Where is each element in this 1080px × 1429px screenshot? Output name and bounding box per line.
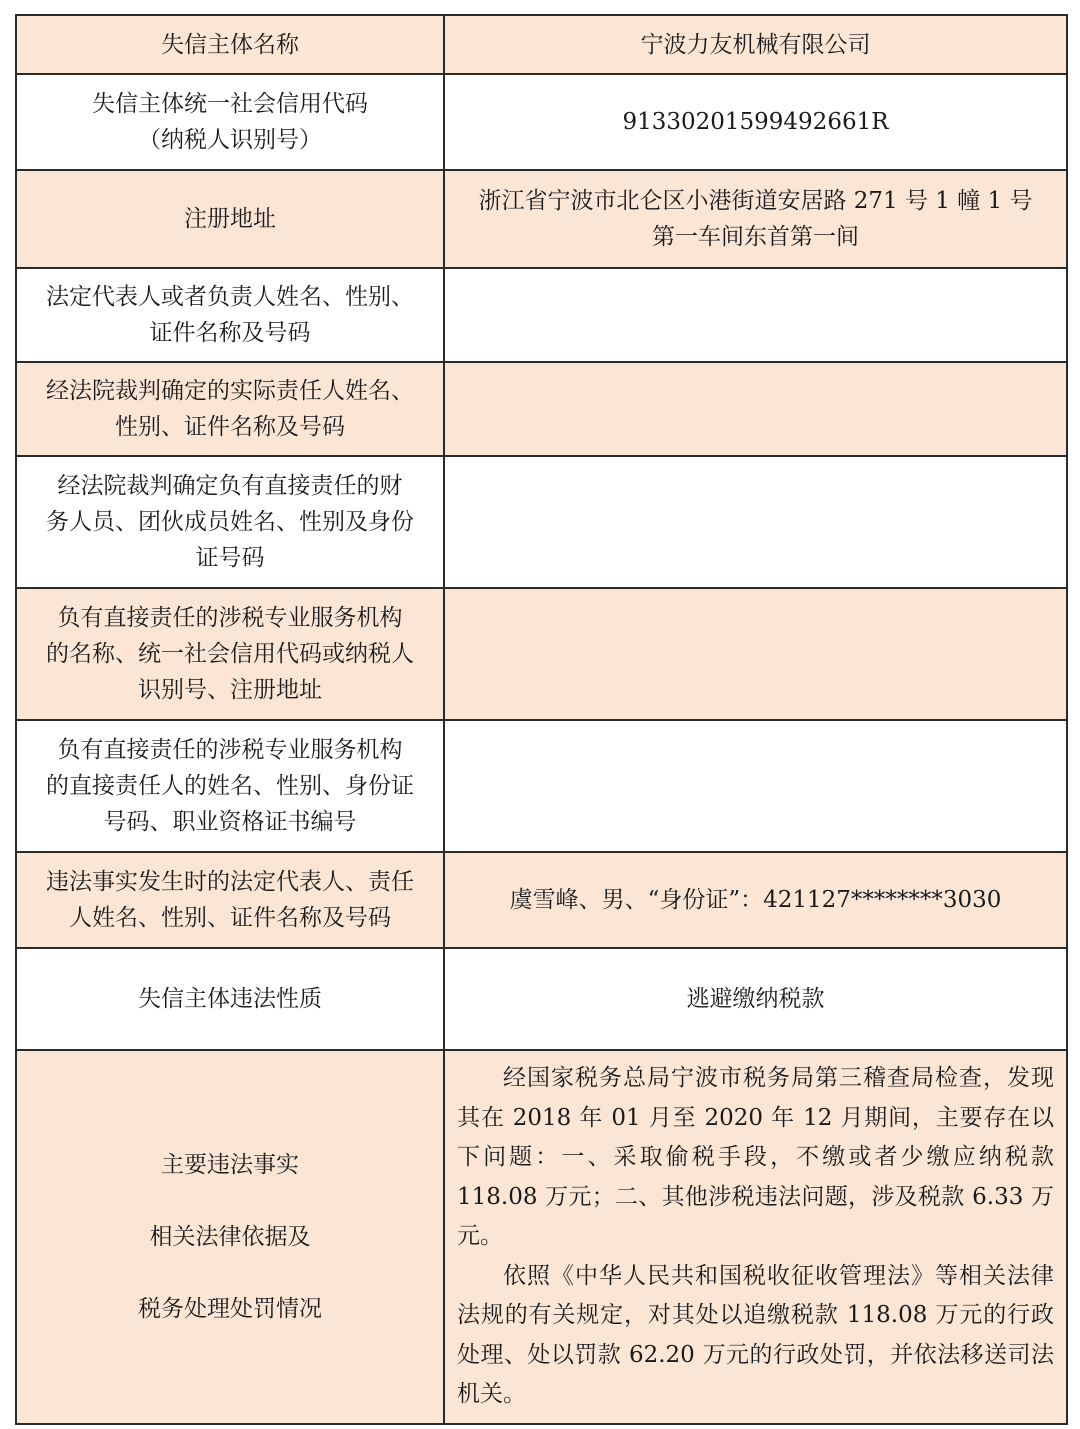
label-line: 识别号、注册地址 bbox=[138, 677, 322, 703]
label-finance-staff bbox=[16, 456, 444, 588]
label-line: （纳税人识别号） bbox=[138, 127, 322, 153]
value-line: 宁波力友机械有限公司 bbox=[640, 31, 871, 58]
label-line: 负有直接责任的涉税专业服务机构 bbox=[57, 737, 403, 763]
facts-paragraph: 经国家税务总局宁波市税务局第三稽查局检查，发现其在 2018 年 01 月至 2020 年 12 月期间，主要存在以下问题：一、采取偷税手段，不缴或者少缴应纳税款 118.08 万元；二、其他涉税违法问题，涉及税款 6.33 万元。 bbox=[457, 1065, 1054, 1249]
value-violation-nature bbox=[444, 948, 1067, 1050]
label-line: 务人员、团伙成员姓名、性别及身份 bbox=[46, 509, 414, 535]
value-finance-staff bbox=[444, 456, 1067, 588]
value-actual-responsible-person bbox=[444, 362, 1067, 456]
value-representative-at-violation bbox=[444, 852, 1067, 948]
value-entity-name bbox=[444, 15, 1067, 74]
row-violation-facts bbox=[16, 1050, 1067, 1424]
label-line: 人姓名、性别、证件名称及号码 bbox=[69, 905, 391, 931]
value-tax-agency-person bbox=[444, 720, 1067, 852]
value-registered-address bbox=[444, 170, 1067, 268]
value-line: 虞雪峰、男、“身份证”：421127********3030 bbox=[509, 887, 1002, 913]
row-actual-responsible-person bbox=[16, 362, 1067, 456]
label-credit-code bbox=[16, 74, 444, 170]
facts-paragraph: 依照《中华人民共和国税收征收管理法》等相关法律法规的有关规定，对其处以追缴税款 118.08 万元的行政处理、处以罚款 62.20 万元的行政处罚，并依法移送司法机关。 bbox=[457, 1262, 1054, 1407]
row-legal-representative bbox=[16, 268, 1067, 362]
value-credit-code bbox=[444, 74, 1067, 170]
row-credit-code bbox=[16, 74, 1067, 170]
value-line: 91330201599492661R bbox=[622, 109, 889, 135]
label-line: 的直接责任人的姓名、性别、身份证 bbox=[46, 773, 414, 799]
label-line: 法定代表人或者负责人姓名、性别、 bbox=[46, 284, 414, 310]
label-line: 负有直接责任的涉税专业服务机构 bbox=[57, 605, 403, 631]
label-line: 注册地址 bbox=[184, 206, 276, 232]
label-line: 违法事实发生时的法定代表人、责任 bbox=[46, 869, 414, 895]
value-line: 逃避缴纳税款 bbox=[686, 986, 825, 1012]
label-representative-at-violation bbox=[16, 852, 444, 948]
row-entity-name bbox=[16, 15, 1067, 74]
row-tax-agency bbox=[16, 588, 1067, 720]
row-finance-staff bbox=[16, 456, 1067, 588]
label-line: 证号码 bbox=[195, 545, 265, 571]
label-violation-nature bbox=[16, 948, 444, 1050]
row-registered-address bbox=[16, 170, 1067, 268]
label-line: 失信主体统一社会信用代码 bbox=[92, 91, 368, 117]
row-tax-agency-person bbox=[16, 720, 1067, 852]
label-line: 经法院裁判确定的实际责任人姓名、 bbox=[46, 378, 414, 404]
label-registered-address bbox=[16, 170, 444, 268]
label-line: 经法院裁判确定负有直接责任的财 bbox=[57, 473, 403, 499]
label-line: 失信主体违法性质 bbox=[138, 986, 322, 1012]
value-line: 浙江省宁波市北仑区小港街道安居路 271 号 1 幢 1 号 bbox=[478, 188, 1033, 214]
label-line: 相关法律依据及 bbox=[149, 1223, 311, 1250]
label-line: 主要违法事实 bbox=[161, 1151, 299, 1178]
label-line: 证件名称及号码 bbox=[149, 320, 311, 346]
label-actual-responsible-person bbox=[16, 362, 444, 456]
value-line: 第一车间东首第一间 bbox=[652, 224, 859, 250]
label-line: 号码、职业资格证书编号 bbox=[103, 809, 357, 835]
label-entity-name bbox=[16, 15, 444, 74]
label-violation-facts bbox=[16, 1050, 444, 1424]
value-legal-representative bbox=[444, 268, 1067, 362]
label-legal-representative bbox=[16, 268, 444, 362]
taxpayer-info-table bbox=[15, 14, 1068, 1425]
label-line: 税务处理处罚情况 bbox=[138, 1295, 322, 1322]
label-line: 的名称、统一社会信用代码或纳税人 bbox=[46, 641, 414, 667]
value-violation-facts bbox=[444, 1050, 1067, 1424]
label-tax-agency bbox=[16, 588, 444, 720]
label-line: 性别、证件名称及号码 bbox=[115, 414, 345, 440]
row-representative-at-violation bbox=[16, 852, 1067, 948]
label-tax-agency-person bbox=[16, 720, 444, 852]
value-tax-agency bbox=[444, 588, 1067, 720]
label-line: 失信主体名称 bbox=[161, 31, 299, 58]
row-violation-nature bbox=[16, 948, 1067, 1050]
